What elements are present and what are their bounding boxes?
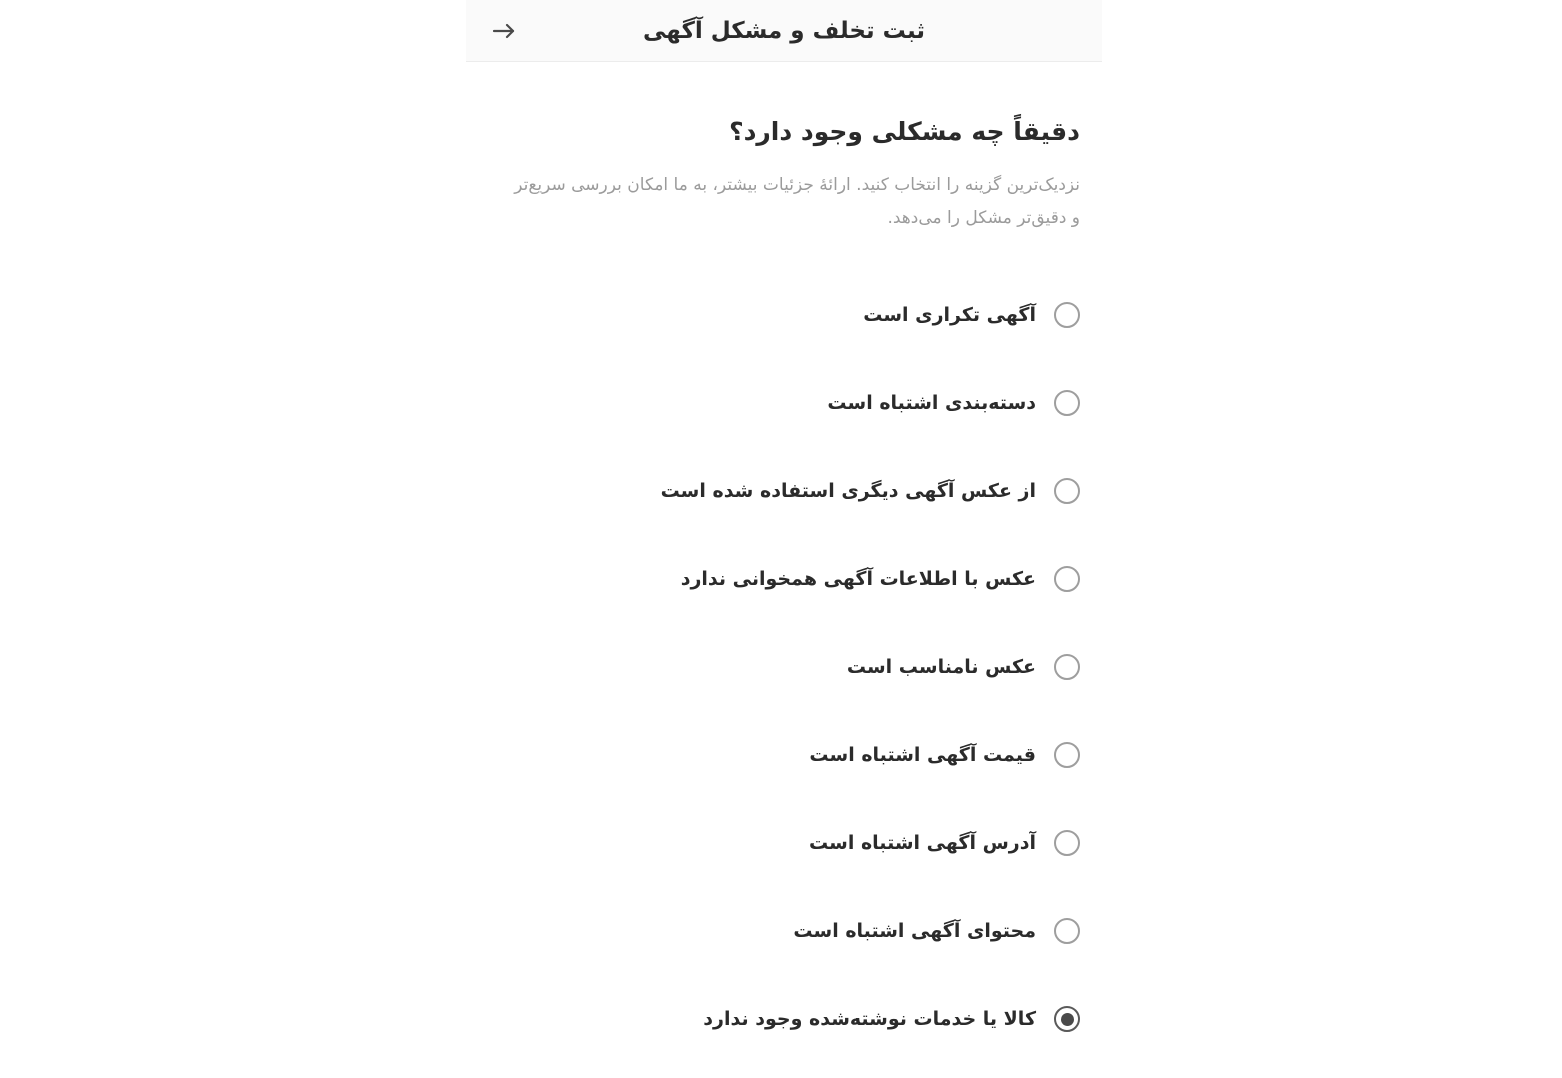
option-row[interactable] <box>488 975 1080 1063</box>
option-label: آگهی تکراری است <box>863 304 1036 327</box>
question-heading: دقیقاً چه مشکلی وجود دارد؟ <box>729 117 1080 146</box>
option-row[interactable] <box>488 887 1080 975</box>
option-row[interactable] <box>488 799 1080 887</box>
radio-button-icon[interactable] <box>1054 654 1080 680</box>
option-row[interactable] <box>488 535 1080 623</box>
option-label: دسته‌بندی اشتباه است <box>827 392 1036 415</box>
app-header <box>466 0 1102 62</box>
radio-button-icon[interactable] <box>1054 918 1080 944</box>
radio-button-icon[interactable] <box>1054 302 1080 328</box>
option-row[interactable] <box>488 271 1080 359</box>
page-title: ثبت تخلف و مشکل آگهی <box>643 17 925 44</box>
options-list <box>488 271 1080 1063</box>
option-label: کالا یا خدمات نوشته‌شده وجود ندارد <box>703 1008 1036 1031</box>
radio-button-icon[interactable] <box>1054 478 1080 504</box>
option-label: آدرس آگهی اشتباه است <box>809 832 1036 855</box>
option-label: عکس نامناسب است <box>846 656 1036 679</box>
option-label: محتوای آگهی اشتباه است <box>793 920 1036 943</box>
option-label: عکس با اطلاعات آگهی همخوانی ندارد <box>680 568 1036 591</box>
radio-button-icon[interactable] <box>1054 566 1080 592</box>
option-label: از عکس آگهی دیگری استفاده شده است <box>660 480 1036 503</box>
question-subtitle: نزدیک‌ترین گزینه را انتخاب کنید. ارائهٔ جزئیات بیشتر، به ما امکان بررسی سریع‌تر و دقیق‌تر مشکل را می‌دهد. <box>514 175 1080 229</box>
app-frame <box>466 0 1102 1078</box>
radio-button-icon[interactable] <box>1054 1006 1080 1032</box>
option-row[interactable] <box>488 447 1080 535</box>
option-row[interactable] <box>488 711 1080 799</box>
arrow-left-icon[interactable] <box>486 13 522 49</box>
radio-button-icon[interactable] <box>1054 830 1080 856</box>
option-row[interactable] <box>488 623 1080 711</box>
radio-button-icon[interactable] <box>1054 742 1080 768</box>
option-label: قیمت آگهی اشتباه است <box>809 744 1036 767</box>
radio-button-icon[interactable] <box>1054 390 1080 416</box>
report-form <box>466 114 1102 1063</box>
option-row[interactable] <box>488 359 1080 447</box>
